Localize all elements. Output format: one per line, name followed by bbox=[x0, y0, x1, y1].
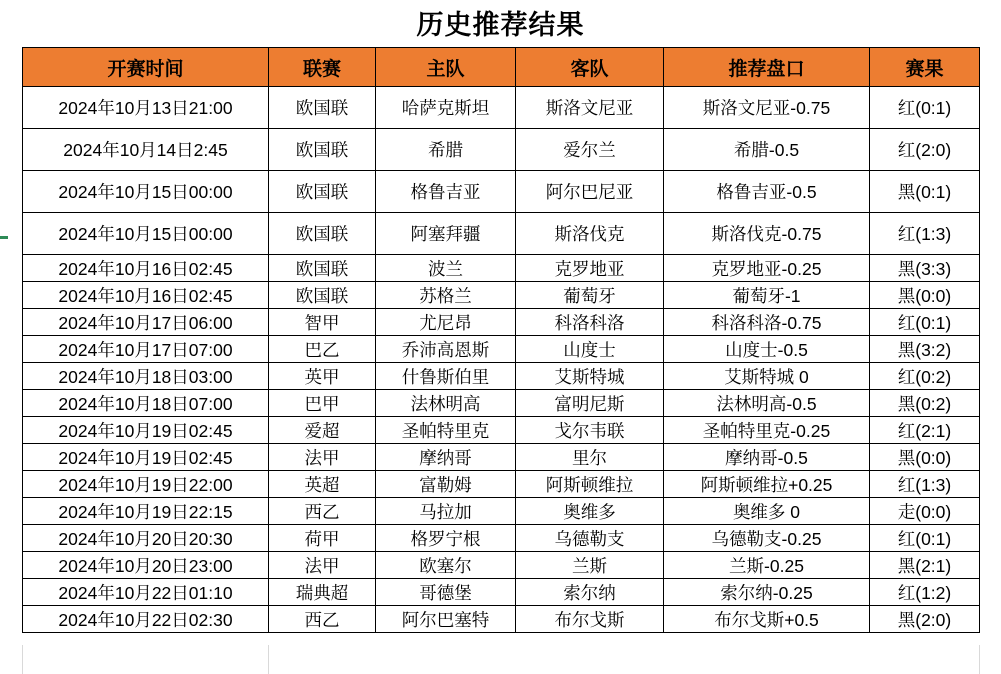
cell-away-team: 斯洛文尼亚 bbox=[516, 87, 664, 129]
table-row bbox=[23, 471, 980, 498]
table-row bbox=[23, 282, 980, 309]
cell-result: 红(0:1) bbox=[870, 309, 980, 336]
cell-time: 2024年10月22日02:30 bbox=[23, 606, 269, 633]
cell-league: 欧国联 bbox=[269, 171, 376, 213]
column-header-result: 赛果 bbox=[870, 48, 980, 87]
cell-away-team: 艾斯特城 bbox=[516, 363, 664, 390]
table-row bbox=[23, 363, 980, 390]
table-row bbox=[23, 606, 980, 633]
table-row bbox=[23, 498, 980, 525]
page-title: 历史推荐结果 bbox=[416, 9, 585, 40]
cell-league: 巴乙 bbox=[269, 336, 376, 363]
cell-away-team: 斯洛伐克 bbox=[516, 213, 664, 255]
cell-league: 欧国联 bbox=[269, 255, 376, 282]
cell-time: 2024年10月17日07:00 bbox=[23, 336, 269, 363]
cell-result: 黑(0:0) bbox=[870, 444, 980, 471]
cell-home-team: 圣帕特里克 bbox=[376, 417, 516, 444]
cell-time: 2024年10月19日02:45 bbox=[23, 417, 269, 444]
cell-result: 红(2:0) bbox=[870, 129, 980, 171]
table-row bbox=[23, 87, 980, 129]
cell-league: 巴甲 bbox=[269, 390, 376, 417]
cell-league: 法甲 bbox=[269, 552, 376, 579]
column-header-pick: 推荐盘口 bbox=[664, 48, 870, 87]
cell-result: 红(1:2) bbox=[870, 579, 980, 606]
cell-time: 2024年10月19日22:15 bbox=[23, 498, 269, 525]
table-row bbox=[23, 255, 980, 282]
table-row bbox=[23, 444, 980, 471]
cell-pick: 索尔纳-0.25 bbox=[664, 579, 870, 606]
cell-pick: 希腊-0.5 bbox=[664, 129, 870, 171]
cell-time: 2024年10月18日03:00 bbox=[23, 363, 269, 390]
cell-pick: 法林明高-0.5 bbox=[664, 390, 870, 417]
cell-home-team: 希腊 bbox=[376, 129, 516, 171]
cell-result: 黑(0:1) bbox=[870, 171, 980, 213]
cell-league: 英超 bbox=[269, 471, 376, 498]
cell-pick: 奥维多 0 bbox=[664, 498, 870, 525]
cell-result: 红(1:3) bbox=[870, 471, 980, 498]
cell-pick: 圣帕特里克-0.25 bbox=[664, 417, 870, 444]
cell-away-team: 乌德勒支 bbox=[516, 525, 664, 552]
cell-result: 走(0:0) bbox=[870, 498, 980, 525]
cell-league: 西乙 bbox=[269, 606, 376, 633]
cell-home-team: 马拉加 bbox=[376, 498, 516, 525]
column-header-away: 客队 bbox=[516, 48, 664, 87]
left-gutter bbox=[0, 0, 23, 674]
cell-away-team: 科洛科洛 bbox=[516, 309, 664, 336]
cell-pick: 布尔戈斯+0.5 bbox=[664, 606, 870, 633]
cell-league: 西乙 bbox=[269, 498, 376, 525]
table-row bbox=[23, 336, 980, 363]
table-row bbox=[23, 417, 980, 444]
cell-league: 爱超 bbox=[269, 417, 376, 444]
cell-away-team: 索尔纳 bbox=[516, 579, 664, 606]
table-row bbox=[23, 390, 980, 417]
cell-pick: 艾斯特城 0 bbox=[664, 363, 870, 390]
table-row bbox=[23, 171, 980, 213]
cell-pick: 斯洛伐克-0.75 bbox=[664, 213, 870, 255]
cell-result: 红(2:1) bbox=[870, 417, 980, 444]
cell-result: 红(0:1) bbox=[870, 87, 980, 129]
cell-pick: 山度士-0.5 bbox=[664, 336, 870, 363]
cell-home-team: 法林明高 bbox=[376, 390, 516, 417]
table-body bbox=[23, 87, 980, 633]
cell-time: 2024年10月14日2:45 bbox=[23, 129, 269, 171]
column-header-time: 开赛时间 bbox=[23, 48, 269, 87]
cell-away-team: 兰斯 bbox=[516, 552, 664, 579]
cell-away-team: 布尔戈斯 bbox=[516, 606, 664, 633]
cell-home-team: 什鲁斯伯里 bbox=[376, 363, 516, 390]
cell-time: 2024年10月22日01:10 bbox=[23, 579, 269, 606]
row-marker bbox=[0, 236, 8, 239]
column-header-home: 主队 bbox=[376, 48, 516, 87]
cell-pick: 科洛科洛-0.75 bbox=[664, 309, 870, 336]
cell-result: 红(0:1) bbox=[870, 525, 980, 552]
cell-time: 2024年10月16日02:45 bbox=[23, 282, 269, 309]
cell-pick: 克罗地亚-0.25 bbox=[664, 255, 870, 282]
cell-time: 2024年10月15日00:00 bbox=[23, 171, 269, 213]
cell-time: 2024年10月15日00:00 bbox=[23, 213, 269, 255]
cell-away-team: 爱尔兰 bbox=[516, 129, 664, 171]
table-row bbox=[23, 309, 980, 336]
table-row bbox=[23, 579, 980, 606]
cell-home-team: 苏格兰 bbox=[376, 282, 516, 309]
cell-home-team: 阿尔巴塞特 bbox=[376, 606, 516, 633]
cell-time: 2024年10月18日07:00 bbox=[23, 390, 269, 417]
column-header-league: 联赛 bbox=[269, 48, 376, 87]
cell-pick: 兰斯-0.25 bbox=[664, 552, 870, 579]
cell-time: 2024年10月17日06:00 bbox=[23, 309, 269, 336]
cell-league: 法甲 bbox=[269, 444, 376, 471]
cell-league: 荷甲 bbox=[269, 525, 376, 552]
cell-away-team: 阿尔巴尼亚 bbox=[516, 171, 664, 213]
history-results-table bbox=[22, 47, 980, 633]
cell-home-team: 尤尼昂 bbox=[376, 309, 516, 336]
cell-time: 2024年10月19日02:45 bbox=[23, 444, 269, 471]
cell-league: 欧国联 bbox=[269, 213, 376, 255]
cell-home-team: 欧塞尔 bbox=[376, 552, 516, 579]
cell-result: 黑(3:2) bbox=[870, 336, 980, 363]
empty-bottom-row bbox=[0, 644, 1001, 674]
cell-home-team: 阿塞拜疆 bbox=[376, 213, 516, 255]
cell-pick: 乌德勒支-0.25 bbox=[664, 525, 870, 552]
cell-time: 2024年10月16日02:45 bbox=[23, 255, 269, 282]
cell-result: 黑(2:1) bbox=[870, 552, 980, 579]
cell-home-team: 富勒姆 bbox=[376, 471, 516, 498]
cell-time: 2024年10月13日21:00 bbox=[23, 87, 269, 129]
cell-league: 瑞典超 bbox=[269, 579, 376, 606]
cell-pick: 阿斯顿维拉+0.25 bbox=[664, 471, 870, 498]
table-row bbox=[23, 552, 980, 579]
cell-home-team: 哥德堡 bbox=[376, 579, 516, 606]
table-header-row bbox=[23, 48, 980, 87]
cell-time: 2024年10月20日20:30 bbox=[23, 525, 269, 552]
cell-pick: 摩纳哥-0.5 bbox=[664, 444, 870, 471]
title-bar bbox=[22, 0, 979, 44]
cell-home-team: 格鲁吉亚 bbox=[376, 171, 516, 213]
cell-pick: 葡萄牙-1 bbox=[664, 282, 870, 309]
cell-away-team: 里尔 bbox=[516, 444, 664, 471]
table-row bbox=[23, 525, 980, 552]
cell-pick: 格鲁吉亚-0.5 bbox=[664, 171, 870, 213]
cell-result: 红(1:3) bbox=[870, 213, 980, 255]
cell-league: 英甲 bbox=[269, 363, 376, 390]
cell-league: 智甲 bbox=[269, 309, 376, 336]
cell-home-team: 哈萨克斯坦 bbox=[376, 87, 516, 129]
cell-result: 黑(0:2) bbox=[870, 390, 980, 417]
cell-away-team: 克罗地亚 bbox=[516, 255, 664, 282]
cell-away-team: 戈尔韦联 bbox=[516, 417, 664, 444]
cell-league: 欧国联 bbox=[269, 129, 376, 171]
cell-away-team: 山度士 bbox=[516, 336, 664, 363]
table-row bbox=[23, 213, 980, 255]
right-gutter bbox=[979, 0, 1001, 674]
cell-away-team: 葡萄牙 bbox=[516, 282, 664, 309]
cell-result: 黑(3:3) bbox=[870, 255, 980, 282]
cell-home-team: 格罗宁根 bbox=[376, 525, 516, 552]
cell-result: 黑(2:0) bbox=[870, 606, 980, 633]
cell-home-team: 乔沛高恩斯 bbox=[376, 336, 516, 363]
cell-away-team: 富明尼斯 bbox=[516, 390, 664, 417]
cell-result: 黑(0:0) bbox=[870, 282, 980, 309]
cell-league: 欧国联 bbox=[269, 282, 376, 309]
cell-pick: 斯洛文尼亚-0.75 bbox=[664, 87, 870, 129]
cell-time: 2024年10月20日23:00 bbox=[23, 552, 269, 579]
table-row bbox=[23, 129, 980, 171]
cell-away-team: 阿斯顿维拉 bbox=[516, 471, 664, 498]
cell-home-team: 波兰 bbox=[376, 255, 516, 282]
cell-result: 红(0:2) bbox=[870, 363, 980, 390]
cell-time: 2024年10月19日22:00 bbox=[23, 471, 269, 498]
cell-league: 欧国联 bbox=[269, 87, 376, 129]
cell-home-team: 摩纳哥 bbox=[376, 444, 516, 471]
cell-away-team: 奥维多 bbox=[516, 498, 664, 525]
